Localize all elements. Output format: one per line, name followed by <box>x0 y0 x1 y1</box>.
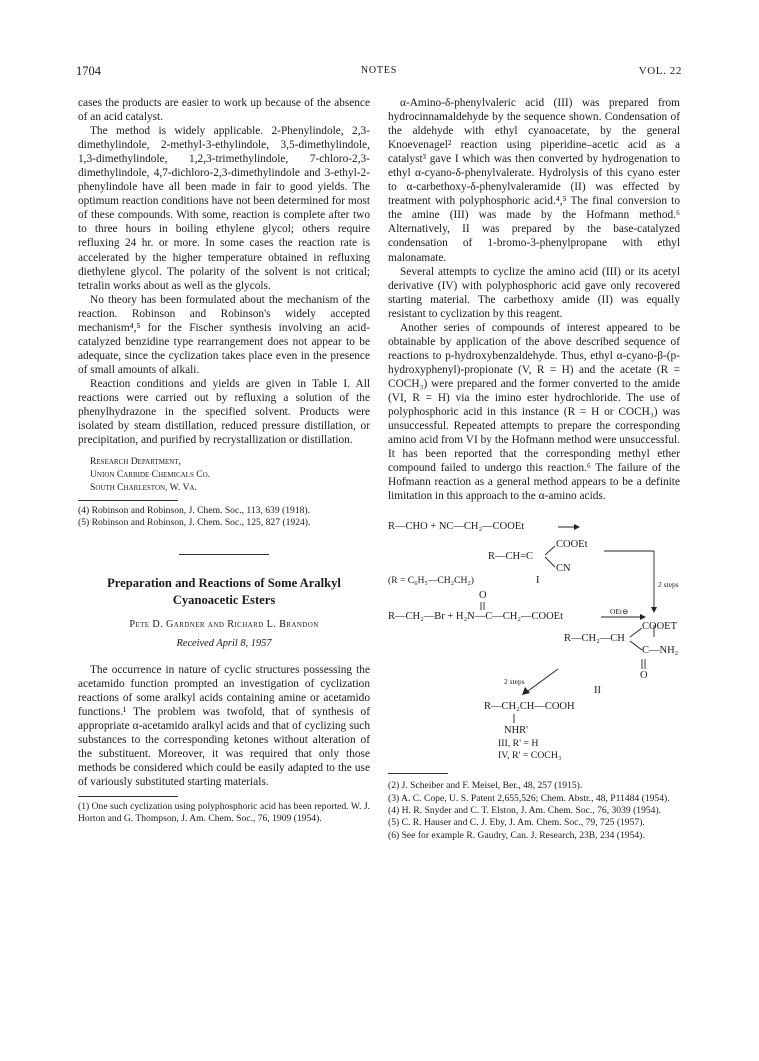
compound-label-IV: IV, R' = COCH₃ <box>498 750 562 762</box>
paragraph: Reaction conditions and yields are given in Table I. All reactions were carried out by refluxing a solution of the phenylhydrazone in the specified solvent. Products were isolated by steam distillation, reduced pressure distillation, or precipitation, and purified by recrystallization or distillation. <box>78 377 370 447</box>
reaction-scheme <box>388 513 680 767</box>
scheme-amide: C—NH₂ <box>642 645 679 657</box>
right-column <box>388 96 680 842</box>
address-line: Research Department, <box>90 456 181 468</box>
paragraph: Several attempts to cyclize the amino acid (III) or its acetyl derivative (IV) with polyphosphoric acid gave only recovered starting material. The carbethoxy amide (II) was equally resistant to cyclization by this reagent. <box>388 265 680 320</box>
volume-label: VOL. 22 <box>638 65 682 77</box>
address-line: Union Carbide Chemicals Co. <box>90 469 211 481</box>
reference: (4) H. R. Snyder and C. T. Elston, J. Am. Chem. Soc., 76, 3039 (1954). <box>388 804 662 816</box>
scheme-r-definition: (R = C₆H₅—CH₂CH₂) <box>388 575 474 587</box>
affiliation-address <box>78 455 370 494</box>
reference: (6) See for example R. Gaudry, Can. J. Research, 23B, 234 (1954). <box>388 829 645 841</box>
compound-label-I: I <box>536 575 540 587</box>
compound-label-II: II <box>594 685 601 697</box>
left-column <box>78 96 370 825</box>
paragraph: No theory has been formulated about the mechanism of the reaction. Robinson and Robinson's widely accepted mechanism⁴,⁵ for the Fischer synthesis involving an acid-catalyzed benzidine type rearrangement does not appear to be adequate, since the cyclization takes place even in the presence of small amounts of alkali. <box>78 293 370 376</box>
scheme-cn: CN <box>556 563 571 575</box>
reference: (3) A. C. Cope, U. S. Patent 2,655,526; Chem. Abstr., 48, P11484 (1954). <box>388 792 670 804</box>
scheme-two-steps: 2 steps <box>504 677 525 687</box>
scheme-nhr: NHR' <box>504 725 529 737</box>
scheme-ethoxide: OEt⊖ <box>610 607 629 617</box>
running-title: NOTES <box>360 65 398 76</box>
scheme-reactants: R—CHO + NC—CH₂—COOEt <box>388 521 525 533</box>
footnote-rule <box>78 796 178 797</box>
reference-list <box>388 780 680 841</box>
received-date: Received April 8, 1957 <box>176 637 272 649</box>
reference: (2) J. Scheiber and F. Meisel, Ber., 48, 257 (1915). <box>388 780 583 792</box>
footnote: (5) Robinson and Robinson, J. Chem. Soc., 125, 827 (1924). <box>78 517 311 529</box>
footnote-rule <box>388 773 448 774</box>
article-title: Preparation and Reactions of Some Aralkyl Cyanoacetic Esters <box>107 575 341 607</box>
scheme-oxygen-2: O <box>640 670 648 682</box>
section-divider <box>179 554 269 555</box>
scheme-cooet-2: COOET <box>642 621 677 633</box>
compound-label-III: III, R' = H <box>498 738 539 750</box>
reference: (5) C. R. Hauser and C. J. Eby, J. Am. Chem. Soc., 79, 725 (1957). <box>388 817 645 829</box>
paragraph: Another series of compounds of interest appeared to be obtainable by application of the above described sequence of reactions to p-hydroxybenzaldehyde. Thus, ethyl α-cyano-β-(p-hydroxyphenyl)-propionate (V, R = H) and the acetate (R = COCH₃) were prepared and the former converted to the amide (VI, R = H) via the imino ester hydrochloride. The use of polyphosphoric acid in this instance (R = H or COCH₃) was unsuccessful. Repeated attempts to prepare the corresponding amino acid from VI by the Hofmann method were unsuccessful. It has been reported that the corresponding methyl ether compound failed to undergo this reaction.⁶ The failure of the Hofmann reaction as a general method appears to be a definite limitation in this approach to the α-amino acids. <box>388 321 680 503</box>
footnote: (1) One such cyclization using polyphosphoric acid has been reported. W. J. Horton and G. Thompson, J. Am. Chem. Soc., 76, 1909 (1954). <box>78 801 370 825</box>
paragraph: The method is widely applicable. 2-Phenylindole, 2,3-dimethylindole, 2-methyl-3-ethylindole, 3,5-dimethylindole, 1,3-dimethylindole, 1,2,3-trimethylindole, 7-chloro-2,3-dimethylindole, 4,7-dichloro-2,3-dimethylindole and 3-ethyl-2-phenylindole have all been made in fair to good yields. The optimum reaction conditions have not been determined for most of these compounds. With some, reaction is complete after two to three hours in boiling ethylene glycol; others require refluxing 24 hr. or more. In some cases the reaction rate is accelerated by the higher temperature obtained in refluxing diethylene glycol. The polarity of the solvent is not critical; tetralin works about as well as the glycols. <box>78 125 370 292</box>
scheme-lines <box>388 513 680 767</box>
footnote: (4) Robinson and Robinson, J. Chem. Soc., 113, 639 (1918). <box>78 505 311 517</box>
paragraph: The occurrence in nature of cyclic structures possessing the acetamido function prompted an investigation of cyclization reactions of some aralkyl acids containing amine or acetamido functions.¹ The problem was twofold, that of synthesis of appropriate α-acetamido aralkyl acids and that of cyclizing such substances to the corresponding ketones without alteration of the substituent. Moreover, it was required that only those methods be considered which could be easily adapted to the use of variously substituted starting materials. <box>78 663 370 788</box>
paragraph: cases the products are easier to work up because of the absence of an acid catalyst. <box>78 97 370 124</box>
footnote-rule <box>78 500 178 501</box>
address-line: South Charleston, W. Va. <box>90 482 197 494</box>
scheme-r-ch2-ch: R—CH₂—CH <box>564 633 625 645</box>
scheme-two-steps: 2 steps <box>658 580 679 590</box>
paragraph: α-Amino-δ-phenylvaleric acid (III) was prepared from hydrocinnamaldehyde by the sequence shown. Condensation of the aldehyde with ethyl cyanoacetate, by the general Knoevenagel² reaction using piperidine–acetic acid as a catalyst³ gave I which was then converted by hydrogenation to ethyl α-cyano-δ-phenylvalerate. Hydrolysis of this cyano ester to α-carbethoxy-δ-phenylvaleramide (II) was effected by treatment with polyphosphoric acid.⁴,⁵ The final conversion to the amine (III) was made by the Hofmann method.⁶ Alternatively, II was prepared by the base-catalyzed condensation of 1-bromo-3-phenylpropane with ethyl malonamate. <box>388 97 680 264</box>
page-header <box>76 64 682 80</box>
scheme-alkene: R—CH=C <box>488 551 534 563</box>
scheme-amino-acid: R—CH₂CH—COOH <box>484 701 575 713</box>
scheme-oxygen: O <box>479 590 487 602</box>
article-authors: Pete D. Gardner and Richard L. Brandon <box>129 618 319 630</box>
page-number: 1704 <box>76 64 101 78</box>
scheme-alkylation: R—CH₂—Br + H₂N—C—CH₂—COOEt <box>388 611 563 623</box>
scheme-cooet: COOEt <box>556 539 588 551</box>
footnotes <box>78 505 370 529</box>
